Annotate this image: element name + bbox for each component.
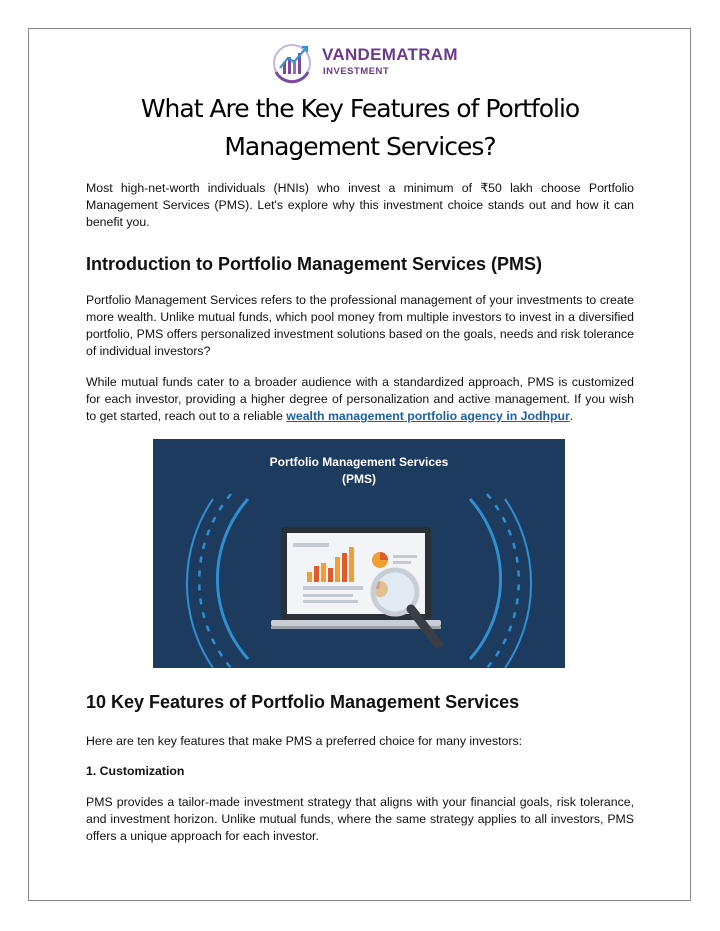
section1-paragraph-2-end: . xyxy=(569,409,574,423)
logo-text-secondary: INVESTMENT xyxy=(323,66,390,77)
section1-paragraph-2 xyxy=(86,374,634,425)
title-line-2: Management Services? xyxy=(224,132,496,161)
section1-paragraph-1: Portfolio Management Services refers to the professional management of your investments to create more wealth. Unlike mutual funds, which pool money from multiple investors to invest in a diversified portfolio, PMS offers personalized investment solutions based on the goals, needs and risk tolerance of individual investors? xyxy=(86,293,634,358)
pms-illustration xyxy=(153,439,565,668)
screen-bar xyxy=(307,572,312,582)
screen-bar xyxy=(328,568,333,582)
feature-1-title: 1. Customization xyxy=(86,764,185,778)
feature-1-text: PMS provides a tailor-made investment strategy that aligns with your financial goals, risk tolerance, and investment horizon. Unlike mutual funds, where the same strategy applies to all investors, PMS offers a unique approach for each investor. xyxy=(86,795,634,843)
title-line-1: What Are the Key Features of Portfolio xyxy=(140,94,580,123)
hero-title-line-2: (PMS) xyxy=(342,472,376,486)
wealth-management-link[interactable]: wealth management portfolio agency in Jodhpur xyxy=(286,409,570,423)
logo-mark-icon xyxy=(270,42,320,84)
page-title xyxy=(86,90,634,166)
section-heading-introduction: Introduction to Portfolio Management Services (PMS) xyxy=(86,254,543,274)
screen-bar xyxy=(321,563,326,582)
brand-logo xyxy=(270,42,460,84)
screen-bar xyxy=(342,553,347,582)
intro-paragraph: Most high-net-worth individuals (HNIs) who invest a minimum of ₹50 lakh choose Portfolio Management Services (PMS). Let's explore why this investment choice stands out and how it can benefit you. xyxy=(86,181,634,229)
section1-paragraph-2-text: While mutual funds cater to a broader audience with a standardized approach, PMS is customized for each investor, providing a higher degree of personalization and active management. If you wish to get started, reach out to a reliable xyxy=(86,375,634,423)
screen-bar xyxy=(349,547,354,582)
hero-illustration xyxy=(153,439,565,668)
hero-title-line-1: Portfolio Management Services xyxy=(269,455,449,469)
screen-bar xyxy=(314,566,319,582)
section-heading-key-features: 10 Key Features of Portfolio Management Services xyxy=(86,692,520,712)
logo-text-primary: VANDEMATRAM xyxy=(322,45,458,64)
section2-intro: Here are ten key features that make PMS a preferred choice for many investors: xyxy=(86,734,523,748)
screen-bar xyxy=(335,557,340,582)
